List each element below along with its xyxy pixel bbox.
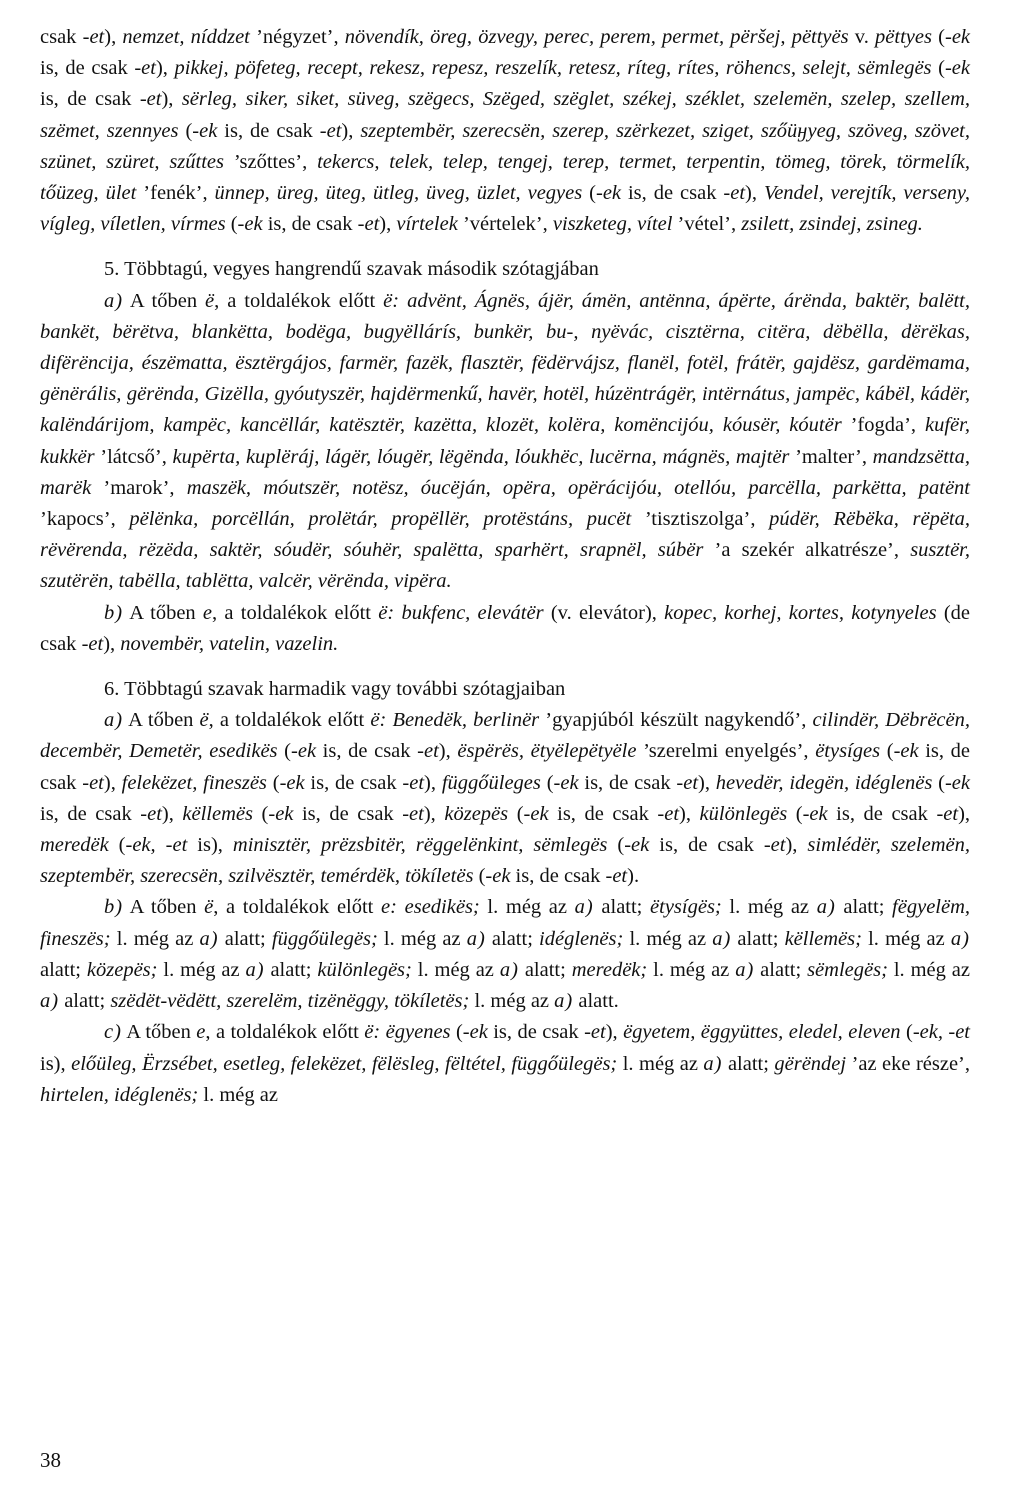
italic-text: advënt, Ágnës, ájër, ámën, antënna, ápërte, árënda, baktër, balëtt, bankët, bërëtva, blankëtta, bodëga, bugyëllárís, bunkër, bu-, nyëvác, cisztërna, citëra, dëbëlla, dërëkas, difërëncija, észëmatta, ësztërgájos, farmër, fazëk, flasztër, fëdërvájsz, flanël, fotël, frátër, gajdësz, gardëmama, gënërális, gërënda, Gizëlla, gyóutyszër, hajdërmenkű, havër, hotël, húzëntrágër, intërnátus, jampëc, kábël, kádër, kalëndárijom, kampëc, kancëllár, katësztër, kazëtta, klozët, kolëra, komëncijóu, kóusër, kóutër [40, 289, 970, 437]
italic-text: ë: [383, 289, 400, 312]
text-segment: ). [627, 865, 640, 888]
italic-text: -ek [291, 740, 317, 763]
italic-text: bukfenc, elevátër [401, 601, 544, 624]
text-segment: A tőben [123, 601, 203, 624]
text-segment: is, de csak [487, 1021, 585, 1044]
italic-text: ë: [364, 1021, 381, 1044]
italic-text: -ek [624, 834, 650, 857]
text-segment: ( [266, 771, 280, 794]
item-label: a) [735, 958, 755, 981]
text-segment: ( [450, 1021, 463, 1044]
paragraph [40, 1017, 970, 1111]
text-segment: l. még az [623, 927, 713, 950]
item-label: a) [574, 896, 594, 919]
text-segment: ), [103, 771, 122, 794]
italic-text: -ek [523, 802, 549, 825]
text-segment: l. még az [887, 958, 970, 981]
text-segment: l. még az [411, 958, 500, 981]
text-segment: is, de csak [40, 802, 141, 825]
text-segment: ’vértelek’, [457, 213, 553, 236]
text-segment: l. még az [721, 896, 817, 919]
text-segment: ’vétel’, [672, 213, 742, 236]
text-segment: ( [931, 26, 945, 48]
text-segment: ( [607, 834, 625, 857]
italic-text: -et [134, 57, 156, 80]
italic-text: vírtelek [396, 213, 458, 236]
section-heading [40, 674, 970, 705]
text-segment: ( [540, 771, 554, 794]
text-segment: is, de csak [40, 57, 135, 80]
text-segment [397, 896, 405, 918]
italic-text: Benedëk, berlinër [392, 709, 540, 732]
italic-text: e [202, 601, 213, 624]
italic-text: susztër, szutërën, tabëlla, tablëtta, valcër, vërënda, vipëra. [40, 539, 970, 593]
italic-text: -et [357, 213, 380, 236]
italic-text: -ek [192, 119, 218, 142]
text-segment: ’fenék’, [136, 182, 215, 205]
italic-text: Vendel, verejtík, verseny, vígleg, víletlen, vírmes [40, 182, 971, 236]
italic-text: zsilett, zsindej, zsineg. [741, 213, 923, 236]
text-segment: ’a szekér alkatrésze’, [703, 539, 911, 562]
paragraph [40, 598, 970, 660]
text-segment: ( [178, 119, 193, 142]
text-segment: is, de csak [827, 802, 937, 825]
italic-text: -et [82, 26, 105, 48]
item-label: a) [245, 958, 265, 981]
text-segment: is, de csak [304, 771, 403, 794]
text-segment: ( [880, 740, 894, 763]
italic-text: -ek [893, 740, 919, 763]
italic-text: simlédër, szelemën, szeptembër, szerecsën, szilvësztër, temérdëk, tökíletës [40, 834, 971, 888]
text-segment: ’kapocs’, [40, 508, 130, 531]
text-segment: ( [225, 213, 238, 236]
text-segment: alatt; [754, 958, 808, 981]
text-segment: l. még az [110, 927, 200, 950]
italic-text: kufër, kukkër [40, 414, 970, 468]
text-segment: ( [932, 771, 945, 794]
text-segment: ’tisztiszolga’, [631, 508, 770, 531]
item-label: b) [104, 601, 124, 624]
item-label: a) [950, 927, 970, 950]
italic-text: pëlënka, porcëllán, prolëtár, propëllër, protëstáns, pucët [129, 508, 632, 531]
text-segment: ’fogda’, [841, 414, 925, 437]
text-segment: (v. elevátor), [543, 601, 665, 624]
text-segment: ), [104, 26, 123, 48]
text-segment: l. még az [861, 927, 951, 950]
italic-text: mandzsëtta, marëk [40, 445, 970, 499]
italic-text: maszëk, móutszër, notësz, óucëján, opëra, opërácijóu, otellóu, parcëlla, parkëtta, patënt [186, 476, 970, 499]
text-segment: csak [40, 26, 83, 48]
italic-text: -ek [945, 26, 971, 48]
text-segment: ’gyapjúból készült nagykendő’, [539, 709, 813, 732]
text-segment: is, de csak [548, 802, 658, 825]
text-segment: ’szőttes’, [224, 150, 318, 173]
text-segment: ), [785, 834, 808, 857]
italic-text: -ek [944, 57, 970, 80]
italic-text: ë [204, 896, 214, 919]
text-segment: is, de csak [262, 213, 358, 236]
text-segment: alatt; [40, 958, 87, 981]
text-segment: is, de csak [621, 182, 724, 205]
italic-text: -ek [802, 802, 828, 825]
italic-text: ëtysíges [815, 740, 881, 763]
text-segment: is, de csak [217, 119, 320, 142]
italic-text: ë: [378, 601, 395, 624]
italic-text: pikkej, pöfeteg, recept, rekesz, repesz, reszelík, retesz, ríteg, rítes, röhencs, selejt, sëmlegës [174, 57, 932, 80]
italic-text: különlegës; [317, 958, 412, 981]
italic-text: ëgyetem, ëggyüttes, eledel, eleven [623, 1021, 901, 1044]
italic-text: ëspërës, ëtyëlepëtyële [457, 740, 637, 763]
italic-text: idéglenës; [539, 927, 624, 950]
italic-text: -ek [279, 771, 305, 794]
text-segment: ( [931, 57, 945, 80]
text-segment: ( [582, 182, 596, 205]
italic-text: felekëzet, fineszës [121, 771, 267, 794]
italic-text: këllemës; [784, 927, 862, 950]
italic-text: kopec, korhej, kortes, kotynyeles [664, 601, 937, 624]
italic-text: -et [402, 771, 425, 794]
text-segment: alatt; [218, 927, 272, 950]
italic-text: ë [205, 289, 215, 312]
text-segment: ’malter’, [789, 445, 873, 468]
item-label: a) [466, 927, 486, 950]
italic-text: -et [584, 1021, 606, 1044]
text-segment: ( [787, 802, 803, 825]
italic-text: -et [763, 834, 786, 857]
text-segment: ), [379, 213, 397, 236]
italic-text: -et [417, 740, 439, 763]
text-segment: alatt; [485, 927, 540, 950]
text-segment: v. [848, 26, 876, 48]
italic-text: ë [199, 709, 209, 732]
text-segment: ), [423, 802, 445, 825]
text-segment: alatt; [593, 896, 651, 919]
text-segment: A tőben [121, 1021, 197, 1044]
text-segment: is, de csak [293, 802, 403, 825]
item-label: a) [199, 927, 219, 950]
italic-text: -et [139, 88, 162, 111]
italic-text: -ek, -et [912, 1021, 971, 1044]
italic-text: hirtelen, idéglenës; [40, 1083, 199, 1106]
item-label: a) [40, 990, 60, 1013]
italic-text: -ek [237, 213, 263, 236]
text-segment: alatt; [835, 896, 893, 919]
text-segment: A tőben [123, 289, 206, 312]
text-segment: ), [155, 57, 175, 80]
item-label: a) [554, 990, 574, 1013]
page-text [40, 22, 970, 1111]
text-segment: ( [473, 865, 486, 888]
italic-text: sëmlegës; [807, 958, 888, 981]
item-label: a) [104, 289, 124, 312]
text-segment: ), [438, 740, 458, 763]
italic-text: cilindër, Dëbrëcën, decembër, Demetër, esedikës [40, 709, 970, 763]
text-segment: ), [679, 802, 700, 825]
paragraph [40, 892, 970, 1017]
italic-text: növendík, öreg, özvegy, perec, perem, permet, përšej, pëttyës [344, 26, 849, 48]
item-label: a) [816, 896, 836, 919]
text-segment: , a toldalékok előtt [208, 709, 371, 732]
text-segment: l. még az [479, 896, 575, 919]
text-segment: ( [108, 834, 126, 857]
text-segment: ( [900, 1021, 913, 1044]
text-segment: , a toldalékok előtt [213, 896, 382, 919]
italic-text: e: [381, 896, 397, 919]
italic-text: ünnep, üreg, üteg, ütleg, üveg, üzlet, vegyes [214, 182, 583, 205]
text-segment: l. még az [198, 1083, 278, 1106]
text-segment: ), [605, 1021, 624, 1044]
italic-text: -et [657, 802, 680, 825]
italic-text: szëdët-vëdëtt, szerelëm, tizënëggy, tökíletës; [110, 990, 470, 1013]
text-segment: is, de csak [316, 740, 418, 763]
italic-text: -et [402, 802, 424, 825]
italic-text: előüleg, Ërzsébet, esetleg, felekëzet, fëlësleg, fëltétel, függőülegës; [71, 1052, 618, 1075]
italic-text: kupërta, kuplëráj, lágër, lóugër, lëgënda, lóukhëc, lucërna, mágnës, majtër [172, 445, 790, 468]
italic-text: szeptembër, szerecsën, szerep, szërkezet, sziget, szőüӈyeg, szöveg, szövet, szünet, szüret, szűttes [40, 119, 970, 173]
italic-text: közepës [444, 802, 509, 825]
text-segment: ), [103, 632, 121, 655]
text-segment: ’látcső’, [94, 445, 173, 468]
text-segment: alatt; [264, 958, 318, 981]
italic-text: ë: [370, 709, 387, 732]
italic-text: tekercs, telek, telep, tengej, terep, termet, terpentin, tömeg, törek, törmelík, tőüzeg, ület [40, 150, 971, 205]
italic-text: -et [81, 632, 104, 655]
italic-text: -ek [485, 865, 511, 888]
text-segment: alatt; [731, 927, 785, 950]
italic-text: pëttyes [875, 26, 932, 48]
italic-text: viszketeg, vítel [552, 213, 673, 236]
text-segment: ( [508, 802, 524, 825]
italic-text: hevedër, idegën, idéglenës [715, 771, 933, 794]
text-segment: is, de csak [40, 740, 971, 794]
italic-text: púdër, Rëbëka, rëpëta, rëvërenda, rëzëda, saktër, sóudër, sóuhër, spalëtta, sparhërt, srapnël, súbër [40, 508, 971, 562]
text-segment: , a toldalékok előtt [205, 1021, 365, 1044]
text-segment: ’szerelmi enyelgés’, [636, 740, 816, 763]
text-segment: alatt. [573, 990, 619, 1013]
paragraph [40, 22, 970, 240]
text-segment: ’az eke része’, [846, 1052, 970, 1075]
text-segment: ), [745, 182, 764, 205]
paragraph [40, 705, 970, 892]
italic-text: -et [936, 802, 959, 825]
italic-text: esedikës; [404, 896, 480, 919]
item-label: a) [499, 958, 519, 981]
text-segment: l. még az [377, 927, 467, 950]
text-segment: ), [958, 802, 971, 825]
item-label: c) [104, 1021, 122, 1044]
italic-text: -et [723, 182, 746, 205]
italic-text: -ek [596, 182, 622, 205]
text-segment: 5. Többtagú, vegyes hangrendű szavak második szótagjában [104, 258, 599, 281]
italic-text: különlegës [699, 802, 788, 825]
paragraph [40, 286, 970, 598]
section-heading [40, 254, 970, 285]
text-segment: alatt; [59, 990, 111, 1013]
text-segment: is), [187, 834, 233, 857]
item-label: b) [104, 896, 124, 919]
text-segment [399, 290, 407, 312]
italic-text: këllemës [182, 802, 253, 825]
text-segment: ), [698, 771, 716, 794]
italic-text: sërleg, siker, siket, süveg, szëgecs, Szëged, szëglet, székej, széklet, szelemën, szelep, szellem, szëmet, szennyes [40, 88, 970, 142]
text-segment: is), [40, 1052, 72, 1075]
italic-text: ëgyenes [385, 1021, 451, 1044]
text-segment: l. még az [157, 958, 246, 981]
item-label: a) [712, 927, 732, 950]
text-segment: , a toldalékok előtt [212, 601, 379, 624]
text-segment: ), [161, 88, 182, 111]
italic-text: közepës; [86, 958, 158, 981]
text-segment: l. még az [617, 1052, 704, 1075]
item-label: a) [703, 1052, 723, 1075]
text-segment: ), [341, 119, 361, 142]
text-segment: (de csak [40, 601, 970, 655]
text-segment: is, de csak [649, 834, 764, 857]
italic-text: függőüleges [441, 771, 541, 794]
italic-text: -ek, -et [125, 834, 188, 857]
italic-text: meredëk [40, 834, 109, 857]
italic-text: -ek [462, 1021, 488, 1044]
italic-text: -ek [268, 802, 294, 825]
italic-text: -et [319, 119, 342, 142]
text-segment: ( [252, 802, 269, 825]
text-segment: , a toldalékok előtt [214, 289, 384, 312]
text-segment: ), [161, 802, 183, 825]
text-segment: ’marok’, [91, 476, 187, 499]
italic-text: -et [676, 771, 699, 794]
text-segment: is, de csak [40, 88, 140, 111]
italic-text: függőülegës; [271, 927, 378, 950]
italic-text: -ek [944, 771, 970, 794]
text-segment: is, de csak [578, 771, 677, 794]
italic-text: -et [82, 771, 104, 794]
italic-text: -et [140, 802, 162, 825]
italic-text: -et [605, 865, 628, 888]
text-segment: is, de csak [510, 865, 606, 888]
text-segment: alatt; [722, 1052, 775, 1075]
text-segment: 6. Többtagú szavak harmadik vagy további szótagjaiban [104, 678, 566, 701]
text-segment: l. még az [647, 958, 736, 981]
text-segment: ), [424, 771, 442, 794]
text-segment: A tőben [123, 709, 200, 732]
text-segment: alatt; [518, 958, 572, 981]
text-segment: ’négyzet’, [249, 26, 345, 48]
italic-text: novembër, vatelin, vazelin. [120, 632, 339, 655]
italic-text: minisztër, prëzsbitër, rëggelënkint, sëmlegës [232, 834, 608, 857]
italic-text: ëtysígës; [650, 896, 722, 919]
text-segment: l. még az [469, 990, 555, 1013]
page-number: 38 [40, 1448, 61, 1472]
italic-text: e [196, 1021, 206, 1044]
text-segment: A tőben [123, 896, 205, 919]
item-label: a) [104, 709, 124, 732]
italic-text: fëgyelëm, fineszës; [40, 896, 971, 950]
italic-text: meredëk; [571, 958, 648, 981]
text-segment: ( [277, 740, 292, 763]
italic-text: -ek [553, 771, 579, 794]
italic-text: nemzet, níddzet [122, 26, 250, 48]
italic-text: gërëndej [774, 1052, 847, 1075]
